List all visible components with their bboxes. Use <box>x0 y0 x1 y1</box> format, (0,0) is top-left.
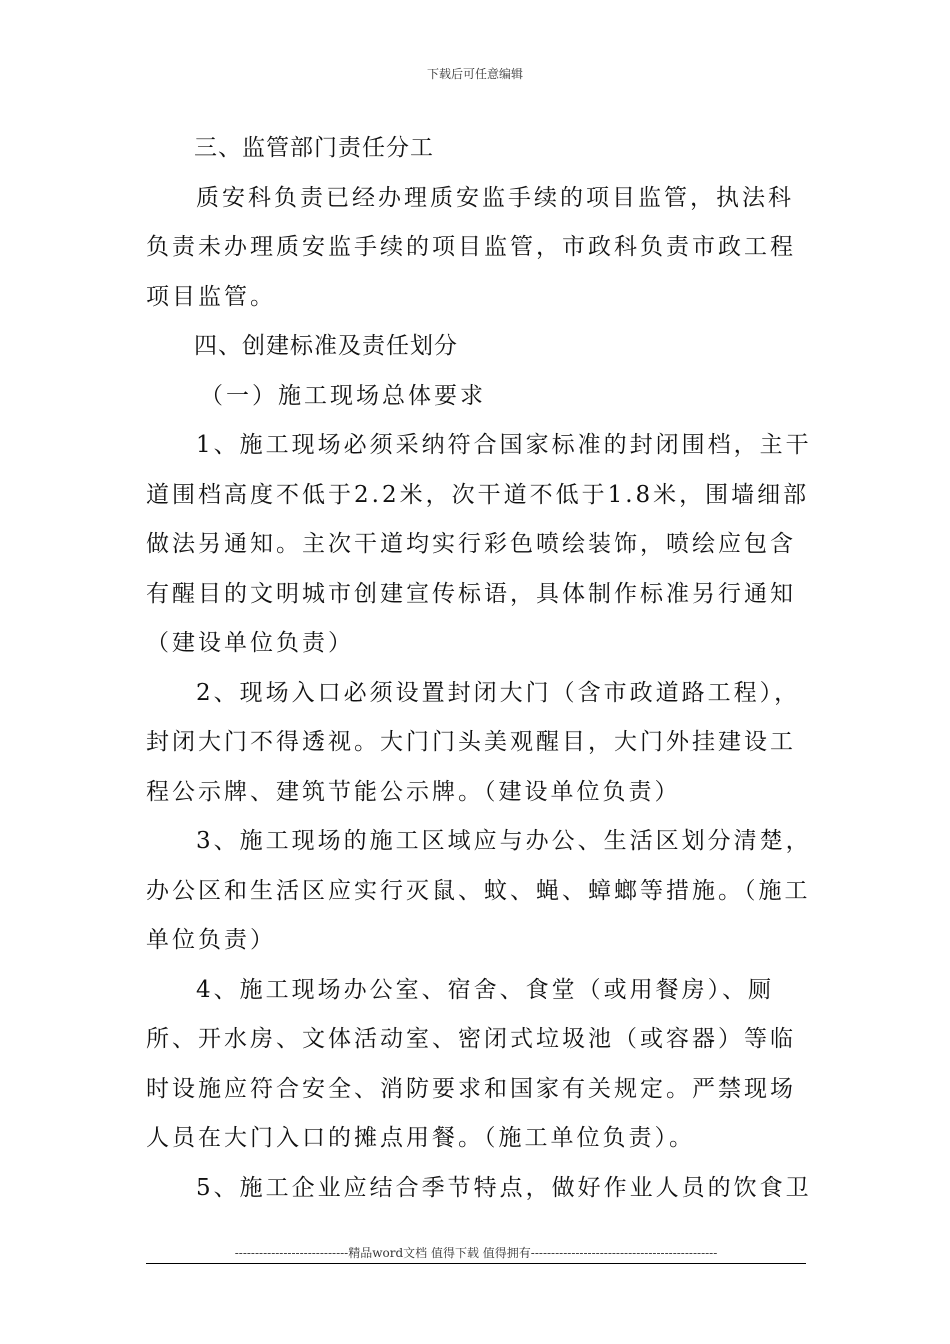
page-header: 下载后可任意编辑 <box>426 67 523 81</box>
list-item: 4、施工现场办公室、宿舍、食堂（或用餐房）、厕所、开水房、文体活动室、密闭式垃圾池（或容器）等临时设施应符合安全、消防要求和国家有关规定。严禁现场人员在大门入口的摊点用餐。（施工单位负责）。 <box>146 976 796 1151</box>
section-heading-4: 四、创建标准及责任划分 <box>194 333 458 359</box>
footer-divider <box>146 1263 806 1264</box>
page-footer: ----------------------------精品word文档 值得下载 值得拥有---------------------------------------------- <box>234 1246 718 1260</box>
paragraph-supervision: 质安科负责已经办理质安监手续的项目监管，执法科负责未办理质安监手续的项目监管，市政科负责市政工程项目监管。 <box>146 184 796 310</box>
list-item: 5、施工企业应结合季节特点，做好作业人员的饮食卫 <box>196 1174 812 1201</box>
list-item: 3、施工现场的施工区域应与办公、生活区划分清楚，办公区和生活区应实行灭鼠、蚊、蝇、蟑螂等措施。（施工单位负责） <box>146 828 812 953</box>
list-item: 2、现场入口必须设置封闭大门（含市政道路工程），封闭大门不得透视。大门门头美观醒目，大门外挂建设工程公示牌、建筑节能公示牌。（建设单位负责） <box>146 679 801 805</box>
list-item: 1、施工现场必须采纳符合国家标准的封闭围档，主干道围档高度不低于2.2米，次干道不低于1.8米，围墙细部做法另通知。主次干道均实行彩色喷绘装饰，喷绘应包含有醒目的文明城市创建宣传标语，具体制作标准另行通知（建设单位负责） <box>146 432 812 656</box>
section-heading-3: 三、监管部门责任分工 <box>194 135 434 161</box>
document-body <box>146 124 816 1213</box>
subsection-heading-1: （一）施工现场总体要求 <box>200 382 486 409</box>
